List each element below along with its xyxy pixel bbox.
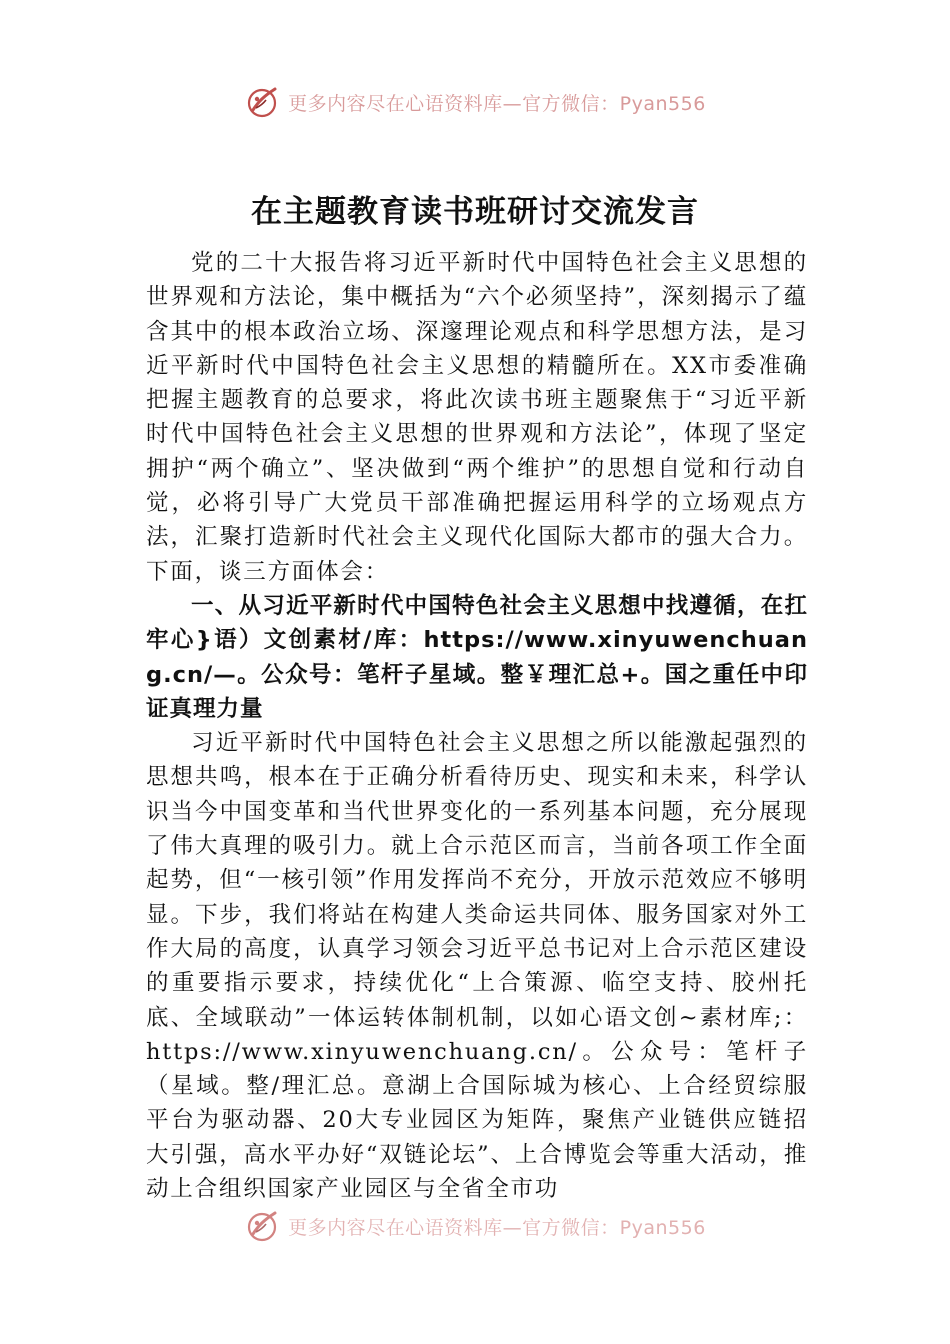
header-watermark-text: 更多内容尽在心语资料库—官方微信：Pyan556 <box>288 92 706 115</box>
document-title: 在主题教育读书班研讨交流发言 <box>251 194 699 230</box>
footer-watermark-text: 更多内容尽在心语资料库—官方微信：Pyan556 <box>288 1216 706 1239</box>
pen-brush-logo-icon <box>244 84 280 120</box>
body-paragraph: 习近平新时代中国特色社会主义思想之所以能激起强烈的思想共鸣，根本在于正确分析看待历史、现实和未来，科学认识当今中国变革和当代世界变化的一系列基本问题，充分展现了伟大真理的吸引力。就上合示范区而言，当前各项工作全面起势，但“一核引领”作用发挥尚不充分，开放示范效应不够明显。下步，我们将站在构建人类命运共同体、服务国家对外工作大局的高度，认真学习领会习近平总书记对上合示范区建设的重要指示要求，持续优化“上合策源、临空支持、胶州托底、全域联动”一体运转体制机制，以如心语文创~素材库;：https://www.xinyuwenchuang.cn/。公众号：笔杆子（星域。整/理汇总。意湖上合国际城为核心、上合经贸综服平台为驱动器、20大专业园区为矩阵，聚焦产业链供应链招大引强，高水平办好“双链论坛”、上合博览会等重大活动，推动上合组织国家产业园区与全省全市功 <box>146 730 808 1203</box>
pen-brush-logo-icon <box>244 1208 280 1244</box>
header-watermark-banner <box>0 80 950 124</box>
footer-watermark-banner <box>0 1204 950 1248</box>
document-body <box>146 246 808 1216</box>
section-heading: 一、从习近平新时代中国特色社会主义思想中找遵循，在扛牢心}语）文创素材/库：https://www.xinyuwenchuang.cn/—。公众号：笔杆子星域。整￥理汇总+。国之重任中印证真理力量 <box>146 592 808 722</box>
body-paragraph: 党的二十大报告将习近平新时代中国特色社会主义思想的世界观和方法论，集中概括为“六个必须坚持”，深刻揭示了蕴含其中的根本政治立场、深邃理论观点和科学思想方法，是习近平新时代中国特色社会主义思想的精髓所在。XX市委准确把握主题教育的总要求，将此次读书班主题聚焦于“习近平新时代中国特色社会主义思想的世界观和方法论”，体现了坚定拥护“两个确立”、坚决做到“两个维护”的思想自觉和行动自觉，必将引导广大党员干部准确把握运用科学的立场观点方法，汇聚打造新时代社会主义现代化国际大都市的强大合力。下面，谈三方面体会： <box>146 250 808 585</box>
